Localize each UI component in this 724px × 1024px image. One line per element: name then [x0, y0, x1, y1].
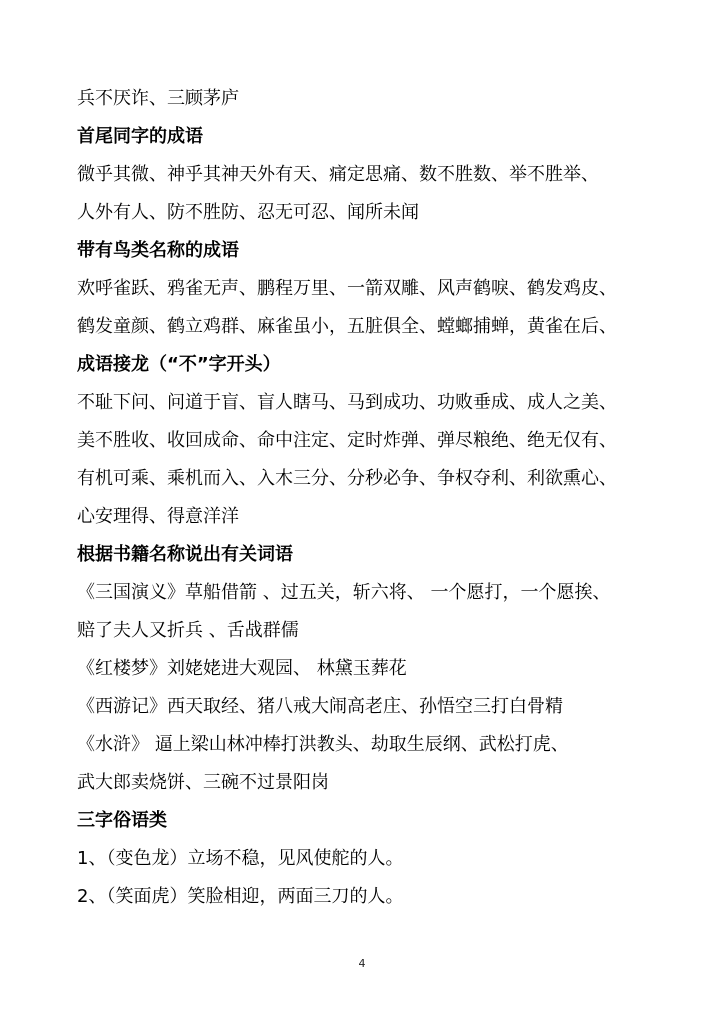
section-heading: 成语接龙（“不”字开头）	[77, 354, 281, 375]
section-heading: 带有鸟类名称的成语	[77, 240, 239, 261]
text-line: 美不胜收、收回成命、命中注定、定时炸弹、弹尽粮绝、绝无仅有、	[77, 430, 617, 451]
text-line: 不耻下问、问道于盲、盲人瞎马、马到成功、功败垂成、成人之美、	[77, 392, 617, 413]
text-line: 欢呼雀跃、鸦雀无声、鹏程万里、一箭双雕、风声鹤唳、鹤发鸡皮、	[77, 278, 617, 299]
text-line: 鹤发童颜、鹤立鸡群、麻雀虽小，五脏俱全、螳螂捕蝉，黄雀在后、	[77, 316, 617, 337]
text-line: 心安理得、得意洋洋	[77, 506, 239, 527]
text-line: 武大郎卖烧饼、三碗不过景阳岗	[77, 772, 329, 793]
section-heading: 首尾同字的成语	[77, 126, 203, 147]
text-line: 2、（笑面虎）笑脸相迎，两面三刀的人。	[77, 886, 404, 907]
text-line: 兵不厌诈、三顾茅庐	[77, 88, 239, 109]
section-heading: 根据书籍名称说出有关词语	[77, 544, 293, 565]
text-line: 人外有人、防不胜防、忍无可忍、闻所未闻	[77, 202, 419, 223]
section-heading: 三字俗语类	[77, 810, 167, 831]
text-line: 《红楼梦》刘姥姥进大观园、 林黛玉葬花	[77, 658, 407, 679]
text-line: 1、（变色龙）立场不稳，见风使舵的人。	[77, 848, 404, 869]
text-line: 《水浒》 逼上梁山林冲棒打洪教头、劫取生辰纲、武松打虎、	[77, 734, 569, 755]
text-line: 微乎其微、神乎其神天外有天、痛定思痛、数不胜数、举不胜举、	[77, 164, 599, 185]
text-line: 《三国演义》草船借箭 、过五关，斩六将、 一个愿打，一个愿挨、	[77, 582, 611, 603]
text-line: 有机可乘、乘机而入、入木三分、分秒必争、争权夺利、利欲熏心、	[77, 468, 617, 489]
page-number: 4	[358, 957, 366, 970]
text-line: 《西游记》西天取经、猪八戒大闹高老庄、孙悟空三打白骨精	[77, 696, 563, 717]
text-line: 赔了夫人又折兵 、舌战群儒	[77, 620, 299, 641]
